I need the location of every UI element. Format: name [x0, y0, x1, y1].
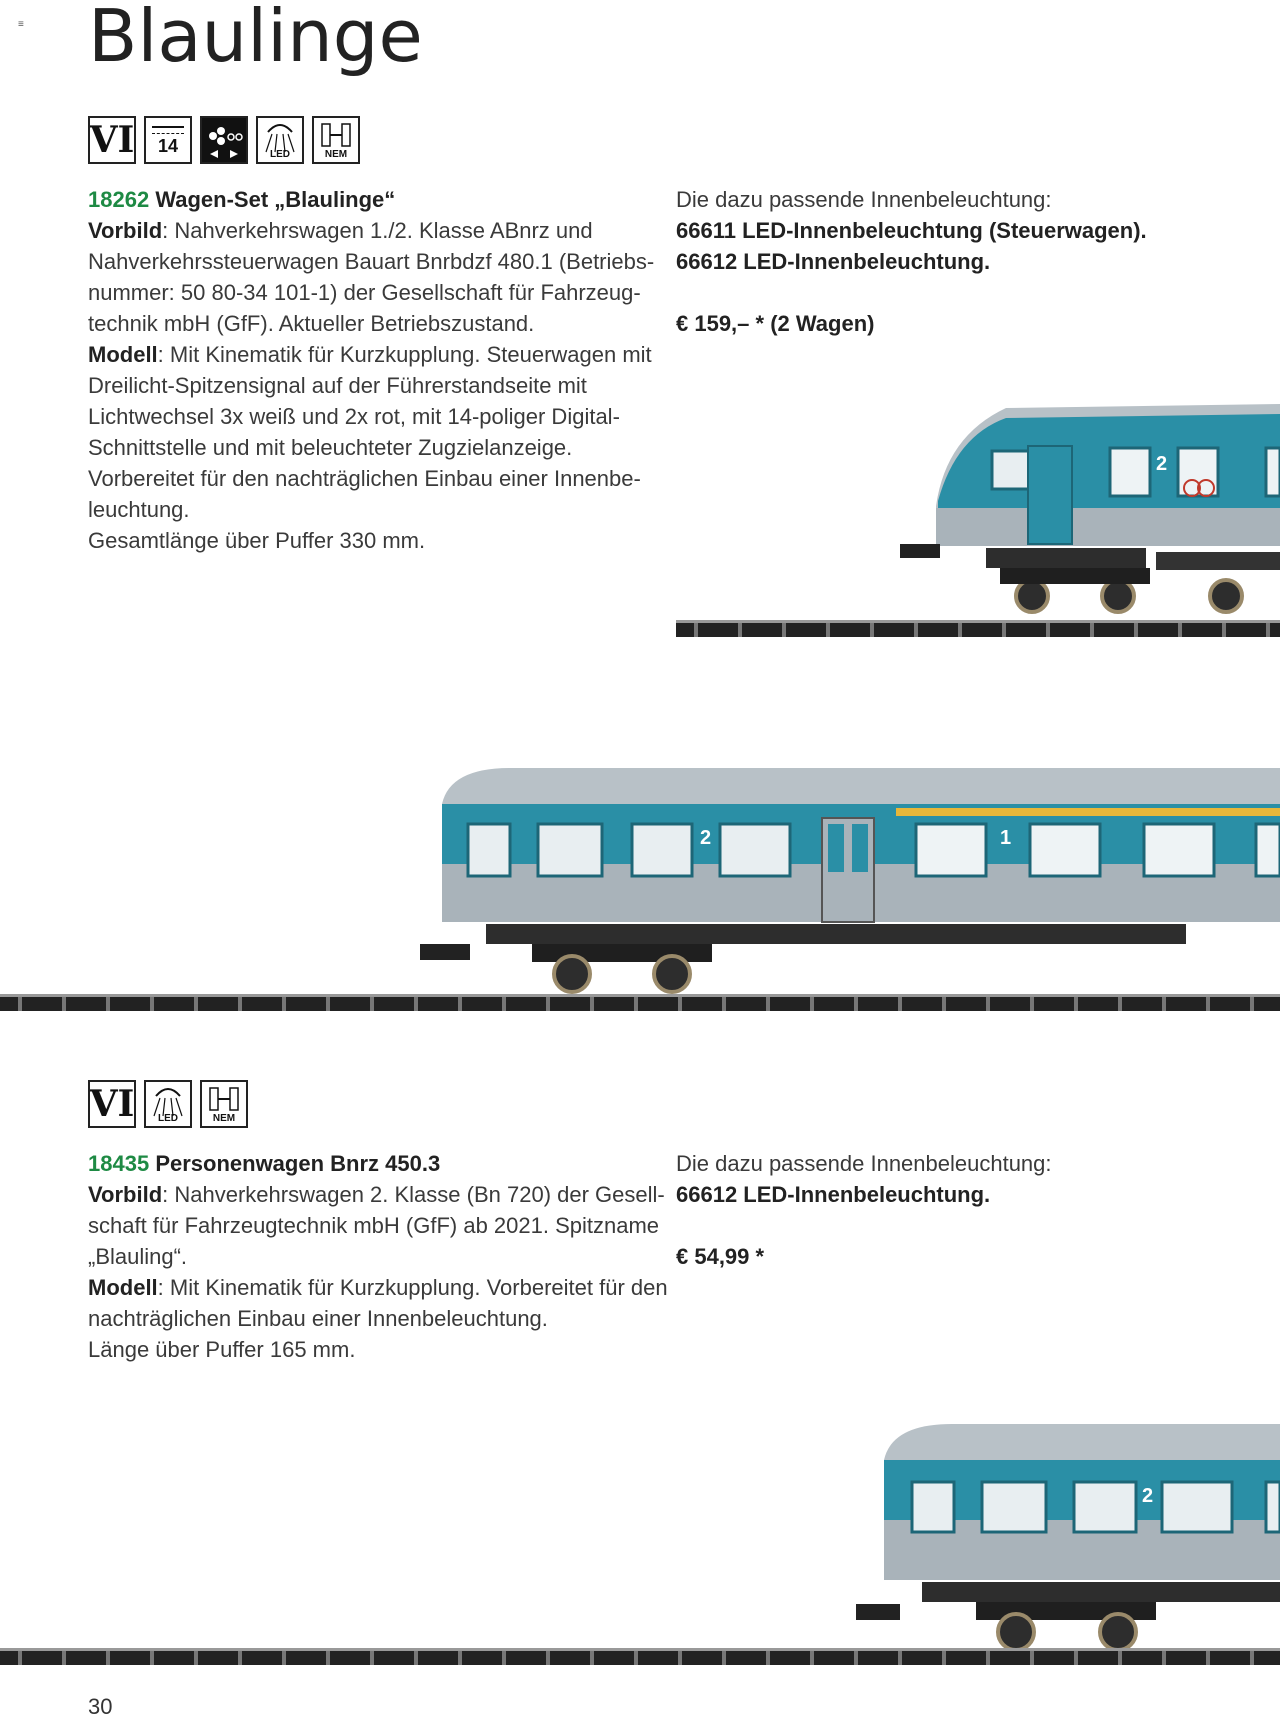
vorbild-text: : Nahverkehrswagen 1./2. Klasse ABnrz und Nahverkehrssteuerwagen Bauart Bnrbdzf 480.1 (Betriebs-nummer: 50 80-34 101-1) der Gesellschaft für Fahrzeug-technik mbH (GfF). Aktueller Betriebszustand.	[88, 218, 655, 336]
page-number: 30	[88, 1694, 113, 1719]
led-lighting-icon: LED	[256, 116, 304, 164]
accessory-item: 66611 LED-Innenbeleuchtung (Steuerwagen).	[676, 218, 1147, 243]
page-title: Blaulinge	[88, 0, 423, 78]
track	[0, 1648, 1280, 1665]
svg-text:2: 2	[1156, 453, 1168, 475]
length-text: Länge über Puffer 165 mm.	[88, 1337, 356, 1362]
price: € 54,99 *	[676, 1244, 765, 1269]
accessory-item: 66612 LED-Innenbeleuchtung.	[676, 1182, 991, 1207]
track	[676, 620, 1280, 637]
product-title: Personenwagen Bnrz 450.3	[155, 1151, 441, 1176]
digital-interface-14-icon: 14	[144, 116, 192, 164]
product-description-2	[88, 1148, 668, 1365]
length-text: Gesamtlänge über Puffer 330 mm.	[88, 528, 426, 553]
vorbild-label: Vorbild	[88, 1182, 163, 1207]
feature-icons-2	[88, 1080, 248, 1128]
led-lighting-icon: LED	[144, 1080, 192, 1128]
accessory-item: 66612 LED-Innenbeleuchtung.	[676, 249, 991, 274]
svg-text:1: 1	[1000, 827, 1012, 849]
menu-icon[interactable]: ≡	[18, 19, 24, 30]
product-title: Wagen-Set „Blaulinge“	[155, 187, 396, 212]
nem-coupler-icon: NEM	[200, 1080, 248, 1128]
control-car-image	[896, 396, 1280, 626]
three-light-headlight-icon	[200, 116, 248, 164]
product-description-1	[88, 184, 668, 556]
nem-coupler-icon: NEM	[312, 116, 360, 164]
epoch-vi-icon: VI	[88, 116, 136, 164]
second-class-coach-image	[856, 1420, 1280, 1650]
svg-text:2: 2	[700, 827, 712, 849]
vorbild-text: : Nahverkehrswagen 2. Klasse (Bn 720) der Gesell-schaft für Fahrzeugtechnik mbH (GfF) ab 2021. Spitzname „Blauling“.	[88, 1182, 665, 1269]
modell-label: Modell	[88, 342, 158, 367]
vorbild-label: Vorbild	[88, 218, 163, 243]
modell-text: : Mit Kinematik für Kurzkupplung. Vorbereitet für den nachträglichen Einbau einer Innenbeleuchtung.	[88, 1275, 668, 1331]
svg-text:2: 2	[1142, 1485, 1154, 1507]
accessories-2	[676, 1148, 1236, 1272]
epoch-vi-icon: VI	[88, 1080, 136, 1128]
passenger-coach-image	[420, 764, 1280, 1002]
accessory-intro: Die dazu passende Innenbeleuchtung:	[676, 1151, 1052, 1176]
track	[0, 994, 1280, 1011]
modell-label: Modell	[88, 1275, 158, 1300]
price: € 159,– * (2 Wagen)	[676, 311, 875, 336]
article-number: 18262	[88, 187, 150, 212]
modell-text: : Mit Kinematik für Kurzkupplung. Steuerwagen mit Dreilicht-Spitzensignal auf der Führerstandseite mit Lichtwechsel 3x weiß und 2x rot, mit 14-poliger Digital-Schnittstelle und mit beleuchteter Zugzielanzeige. Vorbereitet für den nachträglichen Einbau einer Innenbe-leuchtung.	[88, 342, 652, 522]
feature-icons-1	[88, 116, 360, 164]
accessory-intro: Die dazu passende Innenbeleuchtung:	[676, 187, 1052, 212]
article-number: 18435	[88, 1151, 150, 1176]
accessories-1	[676, 184, 1236, 339]
